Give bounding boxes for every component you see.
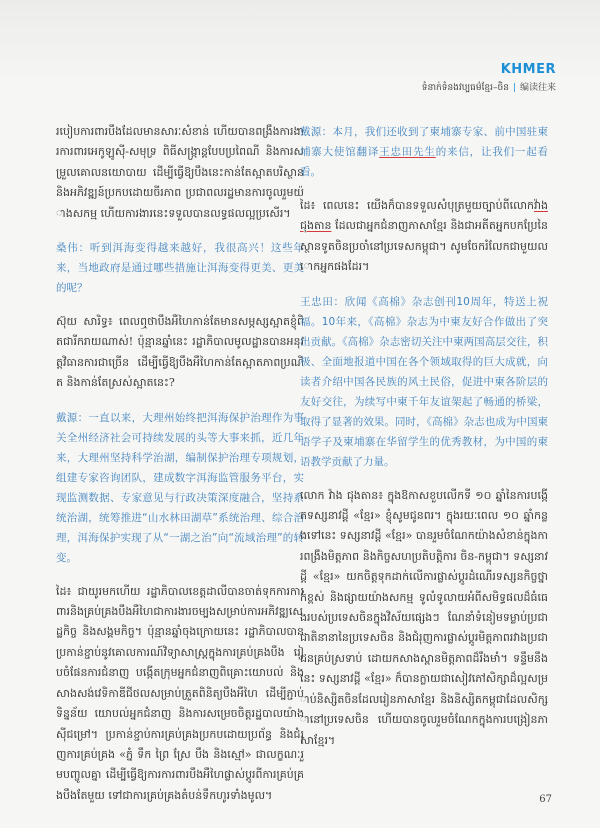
section-line: [422, 80, 556, 95]
khmer-paragraph: របៀបការពារបឹងដែលមានសារៈសំខាន់ ហើយបានពង្រឹងការងារការពារអេកូឡូស៊ី-សមុទ្រ ពិធីសង្ក្រាន្តបែបប្រពៃណី និងការសម្រួលគោលនយោបាយ ដើម្បីធ្វើឱ្យបឹងនេះកាន់តែស្អាតបរិស្ថាន និងអភិវឌ្ឍន៍ប្រកបដោយចីរភាព ប្រជាពលរដ្ឋមានការចូលរួមយ៉ាងសកម្ម ហើយការងារនេះទទួលបានលទ្ធផលល្អប្រសើរ។: [56, 125, 304, 220]
page-number: 67: [539, 794, 552, 805]
header-separator: |: [512, 83, 516, 93]
page-header: [422, 62, 556, 95]
right-column: [300, 122, 548, 765]
paragraph-text: 戴源：本月，我们还收到了柬埔寨专家、前中国驻柬埔寨大使馆翻译: [300, 126, 548, 158]
paragraph-text: ដៃ៖ ពេលនេះ យើងក៏បានទទួលសំបុត្រមួយច្បាប់ពីលោក: [300, 199, 535, 212]
khmer-paragraph: [300, 196, 548, 278]
section-tagline-khmer: ទំនាក់ទំនងវប្បធម៌ខ្មែរ–ចិន: [421, 83, 509, 93]
section-title-zh: 编读往来: [519, 83, 556, 93]
underlined-name: 王忠田先生: [379, 146, 436, 158]
paragraph-text: ដែលជាអ្នកជំនាញភាសាខ្មែរ និងជាអតីតអ្នកបកប្រែនៃស្ថានទូតចិនប្រចាំនៅប្រទេសកម្ពុជា។ សូមចែករំលែកជាមួយលោកអ្នកផងដែរ។: [300, 219, 548, 274]
chinese-paragraph: [300, 122, 548, 182]
underlined-name: វ៉ាង ជុងតាន: [300, 199, 548, 233]
khmer-paragraph: ដៃ៖ ជាយូរមកហើយ រដ្ឋាភិបាលខេត្តដាលីបានចាត់ទុកការការពារនិងគ្រប់គ្រងបឹងអឺហៃជាការងារចម្បងសម្រាប់ការអភិវឌ្ឍសេដ្ឋកិច្ច និងសង្គមកិច្ច។ ប៉ុន្មានឆ្នាំចុងក្រោយនេះ រដ្ឋាភិបាលបានប្រកាន់ខ្ជាប់នូវគោលការណ៍វិទ្យាសាស្ត្រក្នុងការគ្រប់គ្រងបឹង រៀបចំផែនការជំនាញ បង្កើតក្រុមអ្នកជំនាញពិគ្រោះយោបល់ និងសាងសង់វេទិកាឌីជីថលសម្រាប់ត្រួតពិនិត្យបឹងអឺហៃ ដើម្បីភ្ជាប់ទិន្នន័យ យោបល់អ្នកជំនាញ និងការសម្រេចចិត្តរដ្ឋបាលយ៉ាងស៊ីជម្រៅ។ ប្រកាន់ខ្ជាប់ការគ្រប់គ្រងប្រកបដោយប្រព័ន្ធ និងជំរុញការគ្រប់គ្រង «ភ្នំ ទឹក ព្រៃ ស្រែ បឹង និងស្មៅ» ជាលក្ខណៈរួមបញ្ចូលគ្នា ដើម្បីធ្វើឱ្យការការពារបឹងអឺហៃផ្លាស់ប្តូរពីការគ្រប់គ្រងបឹងតែមួយ ទៅជាការគ្រប់គ្រងតំបន់ទឹកហូរទាំងមូល។: [56, 584, 304, 802]
khmer-paragraph: លោក វ៉ាង ជុងតាន៖ ក្នុងឱកាសខួបលើកទី ១០ ឆ្នាំនៃការបង្កើតទស្សនាវដ្ដី «ខ្មែរ» ខ្ញុំសូមជូនពរ។ ក្នុងរយៈពេល ១០ ឆ្នាំកន្លងទៅនេះ ទស្សនាវដ្ដី «ខ្មែរ» បានរួមចំណែកយ៉ាងសំខាន់ក្នុងការពង្រឹងមិត្តភាព និងកិច្ចសហប្រតិបត្តិការ ចិន-កម្ពុជា។ ទស្សនាវដ្ដី «ខ្មែរ» យកចិត្តទុកដាក់លើការផ្លាស់ប្តូរដំណើរទស្សនកិច្ចថ្នាក់ខ្ពស់ និងផ្សាយយ៉ាងសកម្ម ទូលំទូលាយអំពីសមិទ្ធផលដ៏ធំធេងរបស់ប្រទេសចិនក្នុងវិស័យផ្សេងៗ ណែនាំទំនៀមទម្លាប់ប្រជាជាតិនានានៃប្រទេសចិន និងជំរុញការផ្លាស់ប្តូរមិត្តភាពរវាងប្រជាជនគ្រប់ស្រទាប់ ដោយកសាងស្ពានមិត្តភាពដ៏រឹងមាំ។ ទន្ទឹមនឹងនេះ ទស្សនាវដ្ដី «ខ្មែរ» ក៏បានក្លាយជាសៀវភៅសិក្សាដ៏ល្អសម្រាប់និស្សិតចិនដែលរៀនភាសាខ្មែរ និងនិស្សិតកម្ពុជាដែលសិក្សានៅប្រទេសចិន ហើយបានចូលរួមចំណែកក្នុងការបង្រៀនភាសាខ្មែរ។: [300, 488, 548, 747]
paragraph-text: 的来信，让我们一起看看。: [300, 146, 549, 178]
chinese-paragraph: 桑伟：听到洱海变得越来越好，我很高兴！这些年来，当地政府是通过哪些措施让洱海变得更美、更美的呢？: [56, 242, 304, 295]
chinese-paragraph: 王忠田：欣闻《高棉》杂志创刊10周年，特送上祝福。10年来，《高棉》杂志为中柬友好合作做出了突出贡献。《高棉》杂志密切关注中柬两国高层交往，积极、全面地报道中国在各个领域取得的巨大成就，向读者介绍中国各民族的风土民俗，促进中柬各阶层的友好交往，为续写中柬千年友谊架起了畅通的桥梁，取得了显著的效果。同时，《高棉》杂志也成为中国柬语学子及柬埔寨在华留学生的优秀教材，为中国的柬语教学贡献了力量。: [300, 295, 548, 468]
khmer-paragraph: ស៊ុយ សារិទ្ធ៖ ពេលឮថាបឹងអឺហៃកាន់តែមានសម្ភស្សស្អាតខ្ញុំពិតជារីករាយណាស់! ប៉ុន្មានឆ្នាំនេះ រដ្ឋាភិបាលមូលដ្ឋានបានអនុវត្តវិធានការជាច្រើន ដើម្បីធ្វើឱ្យបឹងអឺហៃកាន់តែស្អាតភាពប្រណិត និងកាន់តែស្រស់ស្អាតនេះ?: [56, 315, 304, 390]
left-column: [56, 122, 304, 820]
magazine-brand: KHMER: [500, 62, 556, 77]
chinese-paragraph: 戴源：一直以来，大理州始终把洱海保护治理作为事关全州经济社会可持续发展的头等大事来抓，近几年来，大理州坚持科学治湖，编制保护治理专项规划，组建专家咨询团队，建成数字洱海监管服务平台，实现监测数据、专家意见与行政决策深度融合，坚持系统治湖，统筹推进“山水林田湖草”系统治理、综合治理，洱海保护实现了从“一湖之治”向“流域治理”的转变。: [56, 411, 304, 564]
